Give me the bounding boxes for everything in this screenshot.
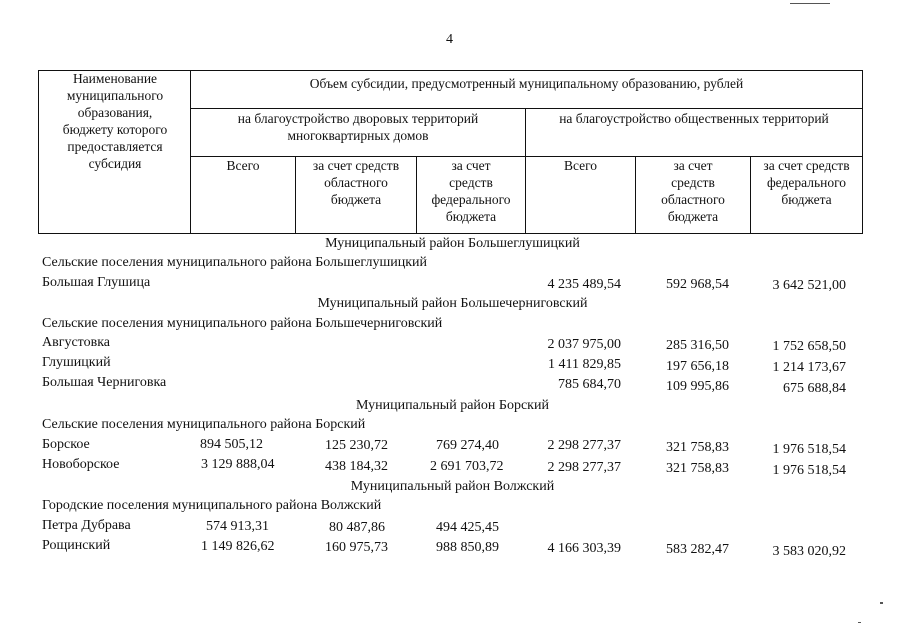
cell-g1-federal: 769 274,40	[436, 438, 499, 453]
cell-g1-total: 3 129 888,04	[201, 457, 275, 472]
scan-mark	[880, 602, 883, 604]
cell-g2-federal: 675 688,84	[783, 381, 846, 396]
cell-g1-regional: 125 230,72	[325, 438, 388, 453]
row-name: Борское	[42, 437, 90, 452]
cell-g2-total: 2 298 277,37	[547, 460, 621, 475]
scan-mark	[790, 3, 830, 4]
scan-mark	[858, 622, 861, 623]
header-g2-federal: за счет средств федерального бюджета	[763, 158, 850, 207]
cell-g2-total: 785 684,70	[558, 377, 621, 392]
table-header	[38, 70, 863, 234]
header-g1-federal: за счет средств федерального бюджета	[431, 158, 511, 224]
row-name: Августовка	[42, 335, 111, 350]
group-heading: Сельские поселения муниципального района Большеглушицкий	[42, 255, 427, 270]
cell-g1-federal: 2 691 703,72	[430, 459, 504, 474]
cell-g1-total: 894 505,12	[200, 437, 263, 452]
header-subsidy-title: Объем субсидии, предусмотренный муниципальному образованию, рублей	[309, 76, 744, 91]
cell-g2-regional: 583 282,47	[666, 542, 729, 557]
page-number: 4	[446, 32, 453, 47]
cell-g2-regional: 321 758,83	[666, 461, 729, 476]
divider-name-col	[190, 70, 191, 234]
header-group-yards: на благоустройство дворовых территорий многоквартирных домов	[237, 111, 479, 143]
cell-g2-federal: 3 642 521,00	[772, 278, 846, 293]
cell-g1-federal: 494 425,45	[436, 520, 499, 535]
cell-g2-federal: 1 214 173,67	[772, 360, 846, 375]
border-left	[38, 70, 39, 234]
header-g1-total: Всего	[226, 158, 260, 173]
cell-g1-total: 1 149 826,62	[201, 539, 275, 554]
border-right	[862, 70, 863, 234]
cell-g2-regional: 285 316,50	[666, 338, 729, 353]
header-name-column: Наименование муниципального образования, бюджету которого предоставляется субсидия	[62, 71, 168, 171]
cell-g1-regional: 80 487,86	[329, 520, 385, 535]
header-g2-total: Всего	[563, 158, 598, 173]
cell-g1-federal: 988 850,89	[436, 540, 499, 555]
cell-g2-regional: 321 758,83	[666, 440, 729, 455]
row-name: Новоборское	[42, 457, 120, 472]
divider-title	[190, 108, 863, 109]
group-heading: Городские поселения муниципального района Волжский	[42, 498, 382, 513]
cell-g2-total: 2 037 975,00	[547, 337, 621, 352]
cell-g1-total: 574 913,31	[206, 519, 269, 534]
cell-g2-total: 1 411 829,85	[548, 357, 621, 372]
header-group-public: на благоустройство общественных территорий	[559, 111, 829, 126]
cell-g2-federal: 1 752 658,50	[772, 339, 846, 354]
district-heading: Муниципальный район Волжский	[350, 479, 555, 494]
cell-g2-total: 4 166 303,39	[547, 541, 621, 556]
district-heading: Муниципальный район Большеглушицкий	[325, 236, 580, 251]
row-name: Рощинский	[42, 538, 111, 553]
cell-g1-regional: 438 184,32	[325, 459, 388, 474]
cell-g1-regional: 160 975,73	[325, 540, 388, 555]
cell-g2-regional: 197 656,18	[666, 359, 729, 374]
row-name: Большая Глушица	[42, 275, 151, 290]
cell-g2-regional: 592 968,54	[666, 277, 729, 292]
cell-g2-federal: 1 976 518,54	[772, 442, 846, 457]
cell-g2-federal: 3 583 020,92	[772, 544, 846, 559]
group-heading: Сельские поселения муниципального района Борский	[42, 417, 366, 432]
header-g2-regional: за счет средств областного бюджета	[661, 158, 725, 224]
district-heading: Муниципальный район Борский	[356, 398, 549, 413]
cell-g2-total: 4 235 489,54	[547, 277, 621, 292]
cell-g2-regional: 109 995,86	[666, 379, 729, 394]
border-bottom	[38, 233, 863, 234]
header-g1-regional: за счет средств областного бюджета	[312, 158, 400, 207]
cell-g2-federal: 1 976 518,54	[772, 463, 846, 478]
cell-g2-total: 2 298 277,37	[547, 438, 621, 453]
group-heading: Сельские поселения муниципального района Большечерниговский	[42, 316, 443, 331]
district-heading: Муниципальный район Большечерниговский	[317, 296, 588, 311]
row-name: Глушицкий	[42, 355, 111, 370]
row-name: Большая Черниговка	[42, 375, 167, 390]
row-name: Петра Дубрава	[42, 518, 131, 533]
